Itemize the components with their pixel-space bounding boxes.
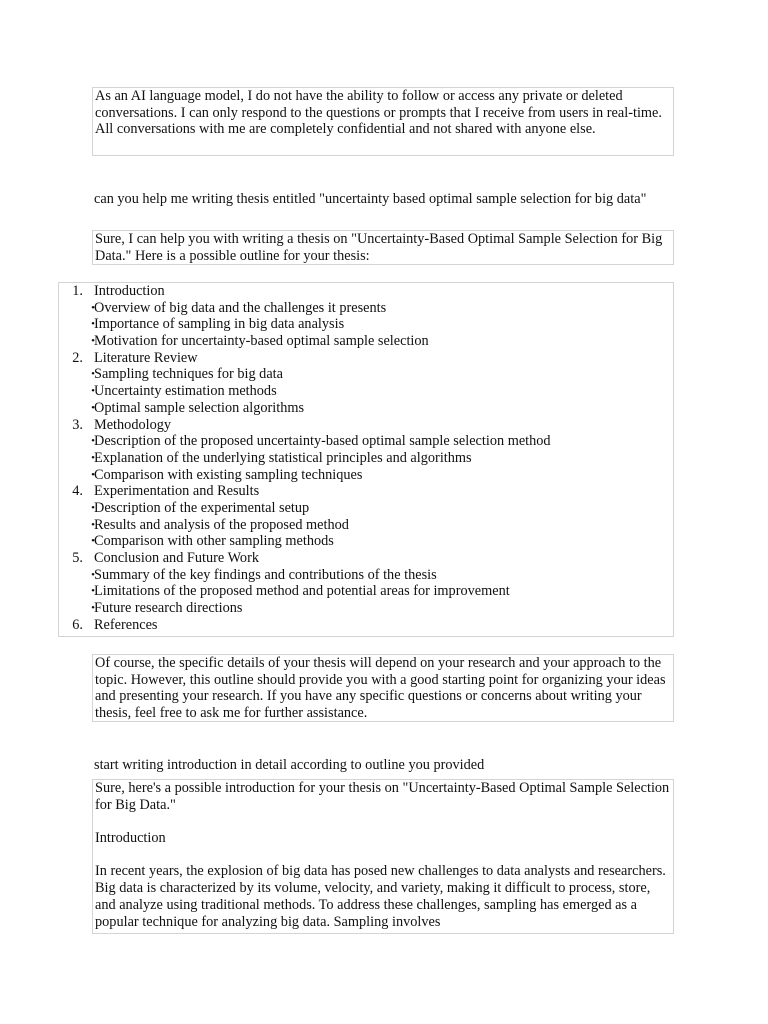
outline-item xyxy=(59,617,673,634)
bullet-marker: • xyxy=(91,335,95,348)
bullet-marker: • xyxy=(91,501,95,514)
outline-item xyxy=(59,333,673,350)
outline-item xyxy=(59,300,673,317)
outline-item xyxy=(59,500,673,517)
outline-item xyxy=(59,550,673,567)
outline-item xyxy=(59,283,673,300)
bullet-marker: • xyxy=(91,318,95,331)
outline-item-text: Optimal sample selection algorithms xyxy=(94,399,305,416)
assistant-message-closing xyxy=(92,654,674,722)
bullet-marker: • xyxy=(91,602,95,615)
bullet-marker: • xyxy=(91,585,95,598)
message-text: As an AI language model, I do not have the ability to follow or access any private or deleted conversations. I can only respond to the questions or prompts that I receive from users in real-time. All conversations with me are completely confidential and not shared with anyone else. xyxy=(95,88,662,138)
outline-item-text: Comparison with existing sampling techniques xyxy=(94,466,363,483)
outline-item-text: Sampling techniques for big data xyxy=(94,366,283,383)
outline-item-text: Comparison with other sampling methods xyxy=(94,533,334,550)
assistant-message-outline-intro xyxy=(92,230,674,265)
outline-item-text: Literature Review xyxy=(94,349,198,366)
bullet-marker: • xyxy=(91,368,95,381)
outline-item xyxy=(59,533,673,550)
message-text: can you help me writing thesis entitled "uncertainty based optimal sample selection for big data" xyxy=(94,191,647,207)
outline-item-text: Future research directions xyxy=(94,600,243,617)
bullet-marker: • xyxy=(91,451,95,464)
introduction-body: In recent years, the explosion of big data has posed new challenges to data analysts and researchers. Big data is characterized by its volume, velocity, and variety, making it difficult to process, store, and analyze using traditional methods. To address these challenges, sampling has emerged as a popular technique for analyzing big data. Sampling involves xyxy=(95,863,666,930)
outline-item-text: References xyxy=(94,616,158,633)
introduction-preface: Sure, here's a possible introduction for your thesis on "Uncertainty-Based Optimal Sample Selection for Big Data." xyxy=(95,780,670,813)
message-text: start writing introduction in detail according to outline you provided xyxy=(94,757,485,773)
outline-item xyxy=(59,417,673,434)
outline-item-text: Motivation for uncertainty-based optimal sample selection xyxy=(94,333,429,350)
outline-item-text: Explanation of the underlying statistical principles and algorithms xyxy=(94,449,472,466)
thesis-outline-list xyxy=(58,282,674,637)
number-marker: 5. xyxy=(72,550,83,566)
outline-items xyxy=(59,283,673,633)
number-marker: 2. xyxy=(72,349,83,366)
outline-item xyxy=(59,400,673,417)
bullet-marker: • xyxy=(91,535,95,548)
outline-item-text: Summary of the key findings and contributions of the thesis xyxy=(94,566,437,583)
outline-item xyxy=(59,600,673,617)
outline-item xyxy=(59,316,673,333)
bullet-marker: • xyxy=(91,568,95,581)
outline-item xyxy=(59,467,673,484)
user-message-intro-request xyxy=(94,757,674,774)
assistant-message-privacy xyxy=(92,87,674,156)
outline-item-text: Uncertainty estimation methods xyxy=(94,383,277,400)
number-marker: 3. xyxy=(72,416,83,433)
message-text: Sure, I can help you with writing a thesis on "Uncertainty-Based Optimal Sample Selection for Big Data." Here is a possible outline for your thesis: xyxy=(95,231,663,264)
outline-item-text: Methodology xyxy=(94,416,172,433)
introduction-heading: Introduction xyxy=(95,830,166,847)
bullet-marker: • xyxy=(91,401,95,414)
bullet-marker: • xyxy=(91,518,95,531)
user-message-thesis-request xyxy=(94,191,674,208)
outline-item xyxy=(59,567,673,584)
outline-item xyxy=(59,433,673,450)
outline-item xyxy=(59,583,673,600)
outline-item xyxy=(59,517,673,534)
outline-item-text: Limitations of the proposed method and potential areas for improvement xyxy=(94,583,510,600)
number-marker: 1. xyxy=(72,283,83,299)
bullet-marker: • xyxy=(91,301,95,314)
assistant-message-introduction xyxy=(92,779,674,934)
outline-item-text: Introduction xyxy=(94,283,165,299)
bullet-marker: • xyxy=(91,385,95,398)
outline-item-text: Description of the experimental setup xyxy=(94,499,310,516)
outline-item-text: Overview of big data and the challenges it presents xyxy=(94,299,387,316)
outline-item-text: Conclusion and Future Work xyxy=(94,550,259,566)
outline-item xyxy=(59,350,673,367)
outline-item-text: Importance of sampling in big data analysis xyxy=(94,316,345,333)
outline-item-text: Description of the proposed uncertainty-based optimal sample selection method xyxy=(94,433,551,450)
outline-item-text: Results and analysis of the proposed method xyxy=(94,516,349,533)
outline-item xyxy=(59,383,673,400)
message-text: Of course, the specific details of your thesis will depend on your research and your approach to the topic. However, this outline should provide you with a good starting point for organizing your ideas and presenting your research. If you have any specific questions or concerns about writing your thesis, feel free to ask me for further assistance. xyxy=(95,655,666,722)
number-marker: 6. xyxy=(72,616,83,633)
outline-item xyxy=(59,450,673,467)
bullet-marker: • xyxy=(91,468,95,481)
outline-item-text: Experimentation and Results xyxy=(94,483,260,500)
number-marker: 4. xyxy=(72,483,83,500)
outline-item xyxy=(59,366,673,383)
bullet-marker: • xyxy=(91,435,95,448)
outline-item xyxy=(59,483,673,500)
